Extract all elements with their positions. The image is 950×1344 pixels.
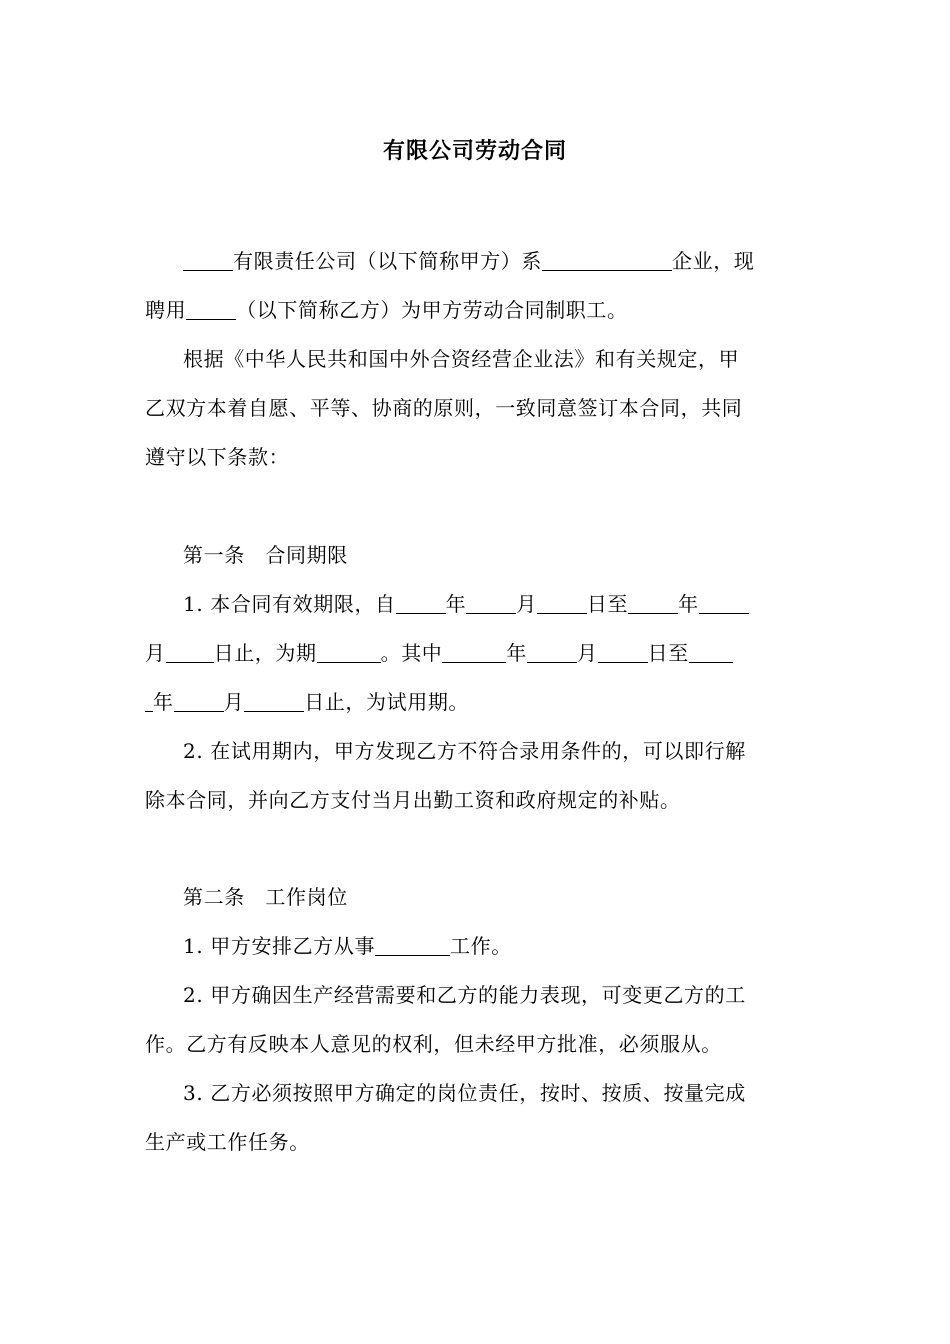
blank-enterprise-type[interactable] <box>542 250 672 271</box>
article-2-item-3-line-2: 生产或工作任务。 <box>145 1130 310 1154</box>
blank-start-month[interactable] <box>466 593 516 614</box>
blank-probation-start-month[interactable] <box>527 642 577 663</box>
article-1-item-2-line-2: 除本合同，并向乙方支付当月出勤工资和政府规定的补贴。 <box>145 788 681 812</box>
blank-end-year[interactable] <box>628 593 678 614</box>
unit-text: 月 <box>516 592 537 616</box>
item-text: 。其中 <box>380 641 443 665</box>
document-title: 有限公司劳动合同 <box>382 139 567 164</box>
article-1-item-1-line-2 <box>145 629 810 678</box>
article-2-heading: 第二条 工作岗位 <box>183 885 348 909</box>
unit-text: 年 <box>678 592 699 616</box>
item-text: 日止，为试用期。 <box>304 690 470 714</box>
blank-end-month-a[interactable] <box>699 593 749 614</box>
article-1-item-2-line-1: 2. 在试用期内，甲方发现乙方不符合录用条件的，可以即行解 <box>183 739 746 763</box>
article-2-item-1 <box>145 922 810 971</box>
blank-probation-end-day[interactable] <box>244 691 304 712</box>
unit-text: 日至 <box>647 641 689 665</box>
blank-start-day[interactable] <box>537 593 587 614</box>
intro-text: 有限责任公司（以下简称甲方）系 <box>233 249 542 273</box>
intro-line-4: 乙双方本着自愿、平等、协商的原则，一致同意签订本合同，共同 <box>145 396 743 420</box>
item-text: 工作。 <box>450 934 512 958</box>
article-2-item-2-line-1: 2. 甲方确因生产经营需要和乙方的能力表现，可变更乙方的工 <box>183 983 746 1007</box>
blank-end-day[interactable] <box>166 642 214 663</box>
blank-job-position[interactable] <box>375 935 450 956</box>
blank-company-name[interactable] <box>183 250 233 271</box>
blank-employee-name[interactable] <box>186 299 236 320</box>
blank-probation-end-year-b[interactable] <box>145 691 153 712</box>
intro-text: 企业，现 <box>672 249 755 273</box>
unit-text: 年 <box>153 690 174 714</box>
intro-line-1 <box>145 237 810 286</box>
document-body <box>145 237 810 1167</box>
blank-probation-end-month[interactable] <box>174 691 224 712</box>
intro-text: 聘用 <box>145 298 187 322</box>
intro-line-3: 根据《中华人民共和国中外合资经营企业法》和有关规定，甲 <box>183 347 740 371</box>
intro-line-2 <box>145 286 810 335</box>
article-2-item-2-line-2: 作。乙方有反映本人意见的权利，但未经甲方批准，必须服从。 <box>145 1032 722 1056</box>
article-2-item-3-line-1: 3. 乙方必须按照甲方确定的岗位责任，按时、按质、按量完成 <box>183 1081 746 1105</box>
blank-start-year[interactable] <box>396 593 446 614</box>
intro-text: （以下简称乙方）为甲方劳动合同制职工。 <box>236 298 628 322</box>
article-1-heading: 第一条 合同期限 <box>183 543 348 567</box>
blank-probation-start-year[interactable] <box>442 642 506 663</box>
unit-text: 月 <box>577 641 598 665</box>
item-text: 1. 本合同有效期限，自 <box>183 592 396 616</box>
unit-text: 月 <box>145 641 166 665</box>
unit-text: 月 <box>223 690 245 714</box>
item-text: 日止，为期 <box>213 641 317 665</box>
unit-text: 日至 <box>586 592 629 616</box>
unit-text: 年 <box>506 641 528 665</box>
item-text: 1. 甲方安排乙方从事 <box>183 934 376 958</box>
unit-text: 年 <box>445 592 467 616</box>
blank-duration[interactable] <box>317 642 381 663</box>
article-1-item-1-line-1 <box>145 580 810 629</box>
intro-line-5: 遵守以下条款： <box>145 445 290 469</box>
blank-probation-end-year-a[interactable] <box>689 642 733 663</box>
blank-probation-start-day[interactable] <box>598 642 648 663</box>
article-1-item-1-line-3 <box>145 678 810 727</box>
